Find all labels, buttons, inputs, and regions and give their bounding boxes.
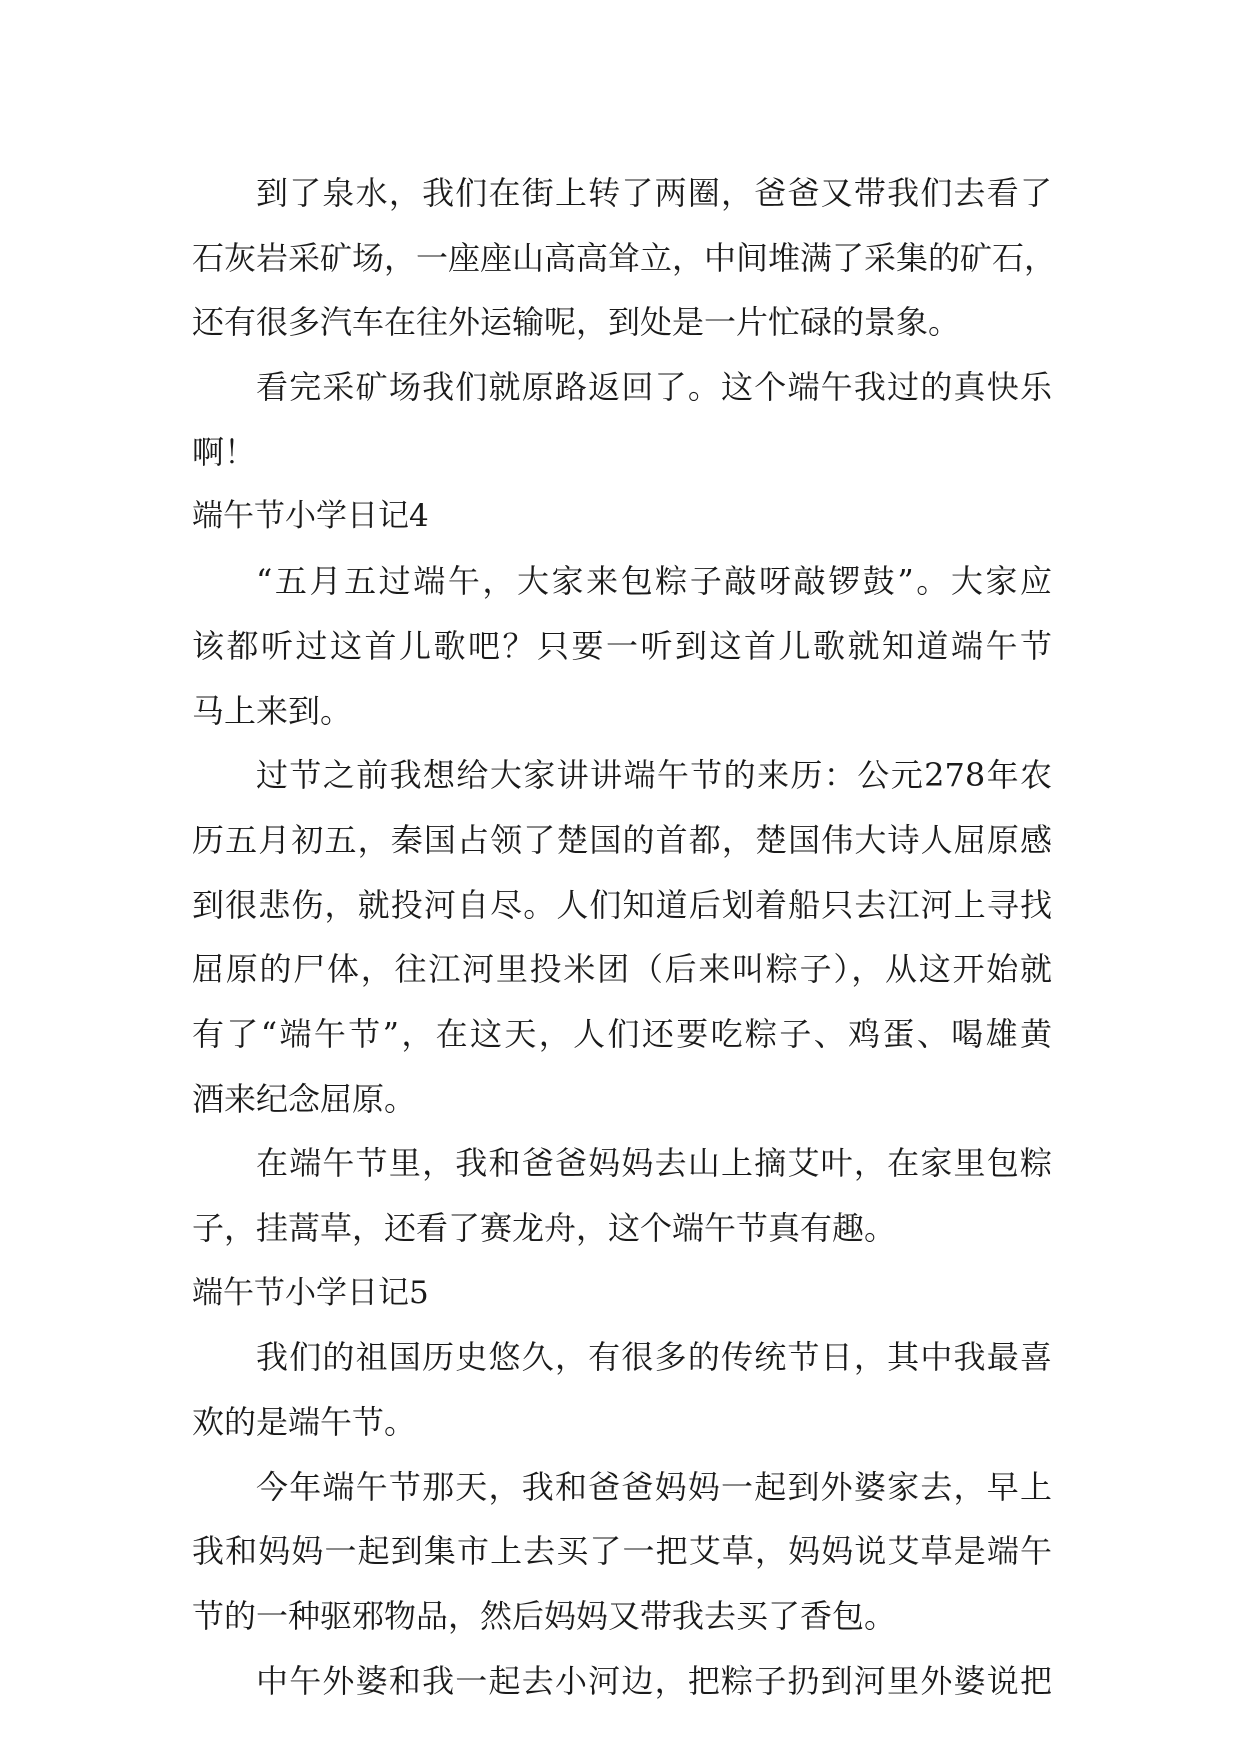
paragraph-line: 过节之前我想给大家讲讲端午节的来历：公元278年农 — [256, 756, 1052, 795]
paragraph-line: 到很悲伤，就投河自尽。人们知道后划着船只去江河上寻找 — [192, 885, 1052, 924]
document-body — [192, 161, 1057, 1714]
paragraph-line: 屈原的尸体，往江河里投米团（后来叫粽子），从这开始就 — [192, 950, 1052, 989]
paragraph-line: 欢的是端午节。 — [192, 1403, 417, 1442]
section-heading: 端午节小学日记5 — [192, 1274, 429, 1311]
paragraph-line: 有了“端午节”，在这天，人们还要吃粽子、鸡蛋、喝雄黄 — [192, 1014, 1052, 1053]
paragraph-line: 子，挂蒿草，还看了赛龙舟，这个端午节真有趣。 — [192, 1209, 897, 1247]
paragraph-line: 石灰岩采矿场，一座座山高高耸立，中间堆满了采集的矿石， — [192, 238, 1057, 277]
paragraph-line: 今年端午节那天，我和爸爸妈妈一起到外婆家去，早上 — [256, 1467, 1052, 1506]
paragraph-line: 还有很多汽车在往外运输呢，到处是一片忙碌的景象。 — [192, 303, 961, 342]
paragraph-line: 中午外婆和我一起去小河边，把粽子扔到河里外婆说把 — [256, 1661, 1052, 1700]
paragraph-line: 马上来到。 — [192, 691, 353, 730]
paragraph-line: 我和妈妈一起到集市上去买了一把艾草，妈妈说艾草是端午 — [192, 1532, 1052, 1571]
paragraph-line: 在端午节里，我和爸爸妈妈去山上摘艾叶，在家里包粽 — [256, 1144, 1052, 1183]
paragraph-line: 我们的祖国历史悠久，有很多的传统节日，其中我最喜 — [256, 1338, 1052, 1377]
paragraph-line: 到了泉水，我们在街上转了两圈，爸爸又带我们去看了 — [256, 174, 1052, 212]
paragraph-line: 酒来纪念屈原。 — [192, 1079, 417, 1118]
paragraph-line: 历五月初五，秦国占领了楚国的首都，楚国伟大诗人屈原感 — [192, 820, 1052, 859]
paragraph-line: 该都听过这首儿歌吧？只要一听到这首儿歌就知道端午节 — [192, 626, 1052, 665]
paragraph-line: 啊！ — [192, 432, 257, 471]
section-heading: 端午节小学日记4 — [192, 498, 429, 535]
paragraph-line: 节的一种驱邪物品，然后妈妈又带我去买了香包。 — [192, 1597, 897, 1636]
paragraph-line: 看完采矿场我们就原路返回了。这个端午我过的真快乐 — [256, 368, 1052, 407]
paragraph-line: “五月五过端午，大家来包粽子敲呀敲锣鼓”。大家应 — [256, 562, 1052, 601]
